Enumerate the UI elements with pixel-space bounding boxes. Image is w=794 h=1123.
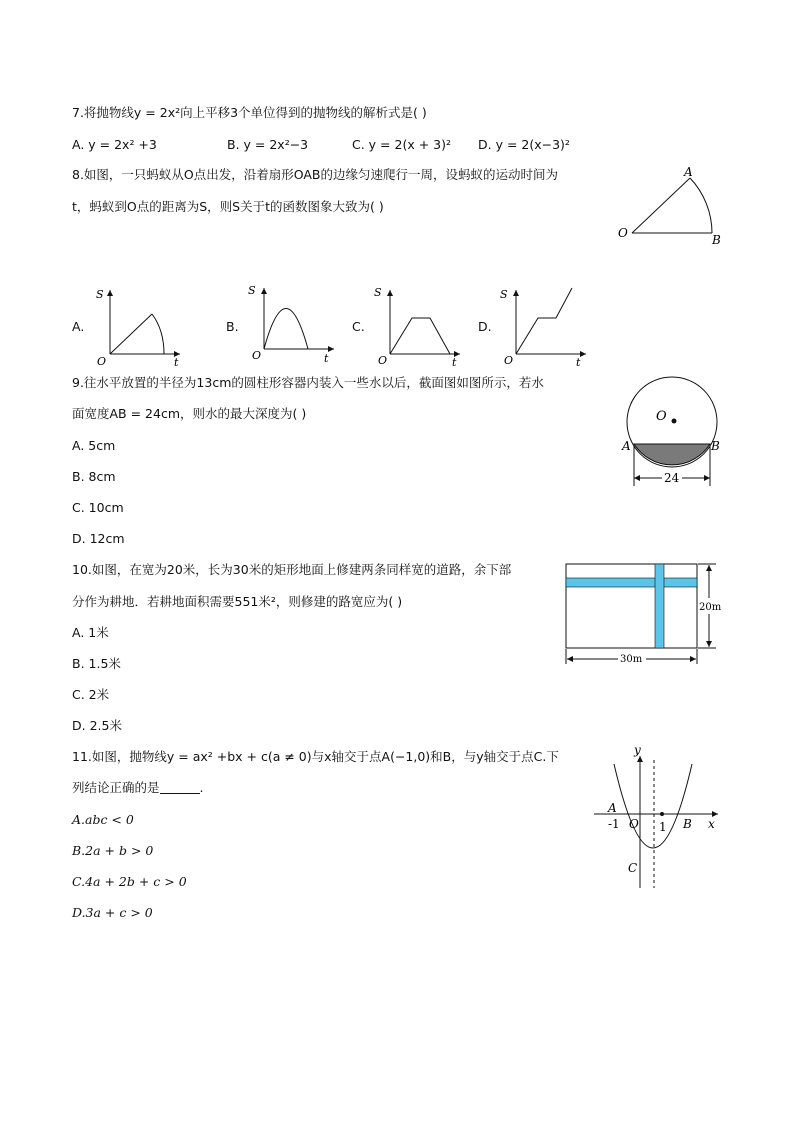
q7-option-b: B. y = 2x²−3 bbox=[227, 137, 309, 152]
label-width: 24 bbox=[664, 471, 680, 485]
axis-t: t bbox=[174, 356, 179, 367]
axis-o: O bbox=[97, 355, 107, 367]
q8-option-b-letter: B. bbox=[226, 319, 239, 334]
axis-o: O bbox=[378, 354, 388, 367]
road-horizontal bbox=[566, 578, 697, 587]
label-one: 1 bbox=[659, 820, 667, 834]
road-vertical bbox=[655, 564, 664, 648]
label-b: B bbox=[683, 817, 692, 831]
axis-t: t bbox=[576, 356, 581, 367]
q8-option-c-letter: C. bbox=[352, 319, 365, 334]
q11-stem-end: . bbox=[199, 780, 204, 795]
q9-option-c: C. 10cm bbox=[72, 500, 124, 515]
axis-s: S bbox=[500, 288, 508, 301]
label-a: A bbox=[684, 165, 693, 179]
label-b: B bbox=[712, 233, 721, 247]
q10-stem-line1: 10.如图，在宽为20米，长为30米的矩形地面上修建两条同样宽的道路，余下部 bbox=[72, 562, 512, 577]
q7-option-c: C. y = 2(x + 3)² bbox=[352, 137, 451, 152]
label-a: A bbox=[622, 439, 631, 453]
label-a: A bbox=[608, 801, 617, 815]
graph-option-d bbox=[496, 282, 591, 367]
graph-option-a bbox=[90, 282, 185, 367]
q8-stem-line2: t，蚂蚁到O点的距离为S，则S关于t的函数图象大致为( ) bbox=[72, 199, 384, 214]
label-c: C bbox=[628, 861, 638, 875]
q10-stem-line2: 分作为耕地．若耕地面积需要551米²，则修建的路宽应为( ) bbox=[72, 594, 403, 609]
q9-stem-line1: 9.往水平放置的半径为13cm的圆柱形容器内装入一些水以后，截面图如图所示，若水 bbox=[72, 375, 544, 390]
graph-option-b bbox=[244, 280, 339, 365]
label-o: O bbox=[618, 226, 628, 240]
axis-t: t bbox=[452, 356, 457, 367]
axis-o: O bbox=[504, 354, 514, 367]
axis-s: S bbox=[96, 288, 104, 301]
circle-water-figure bbox=[616, 374, 728, 490]
q9-stem-line2: 面宽度AB = 24cm，则水的最大深度为( ) bbox=[72, 406, 307, 421]
graph-option-c bbox=[370, 282, 465, 367]
q10-option-b: B. 1.5米 bbox=[72, 656, 121, 671]
q10-option-a: A. 1米 bbox=[72, 625, 109, 640]
q11-stem-line2-wrap bbox=[72, 779, 204, 797]
q9-option-d: D. 12cm bbox=[72, 531, 125, 546]
q9-option-a: A. 5cm bbox=[72, 438, 116, 453]
label-o: O bbox=[656, 409, 667, 424]
axis-o: O bbox=[252, 349, 262, 362]
q8-option-d-letter: D. bbox=[478, 319, 492, 334]
q9-option-b: B. 8cm bbox=[72, 469, 116, 484]
sector-figure bbox=[612, 162, 732, 252]
q8-option-a-letter: A. bbox=[72, 319, 85, 334]
q11-stem-line2: 列结论正确的是 bbox=[72, 780, 160, 795]
label-height: 20m bbox=[699, 602, 722, 613]
axis-t: t bbox=[324, 352, 329, 365]
q11-stem-line1: 11.如图，抛物线y = ax² +bx + c(a ≠ 0)与x轴交于点A(−1,0)和B，与y轴交于点C.下 bbox=[72, 749, 559, 764]
label-neg1: -1 bbox=[608, 817, 620, 831]
q8-stem-line1: 8.如图，一只蚂蚁从O点出发，沿着扇形OAB的边缘匀速爬行一周，设蚂蚁的运动时间为 bbox=[72, 167, 559, 182]
q7-stem: 7.将抛物线y = 2x²向上平移3个单位得到的抛物线的解析式是( ) bbox=[72, 105, 427, 120]
answer-blank bbox=[160, 781, 200, 794]
q11-option-a: A.abc < 0 bbox=[72, 812, 134, 827]
q11-option-d: D.3a + c > 0 bbox=[72, 905, 153, 920]
q11-option-c: C.4a + 2b + c > 0 bbox=[72, 874, 187, 889]
label-b: B bbox=[711, 439, 720, 453]
label-y: y bbox=[634, 743, 641, 757]
q7-option-a: A. y = 2x² +3 bbox=[72, 137, 157, 152]
rectangle-road-figure bbox=[562, 560, 726, 668]
q10-option-c: C. 2米 bbox=[72, 687, 110, 702]
label-x: x bbox=[708, 817, 715, 831]
axis-s: S bbox=[248, 284, 256, 297]
label-width: 30m bbox=[620, 654, 643, 665]
axis-s: S bbox=[374, 286, 382, 299]
parabola-figure bbox=[590, 742, 726, 892]
q11-option-b: B.2a + b > 0 bbox=[72, 843, 154, 858]
q10-option-d: D. 2.5米 bbox=[72, 718, 122, 733]
label-o: O bbox=[629, 817, 639, 831]
q7-option-d: D. y = 2(x−3)² bbox=[478, 137, 570, 152]
